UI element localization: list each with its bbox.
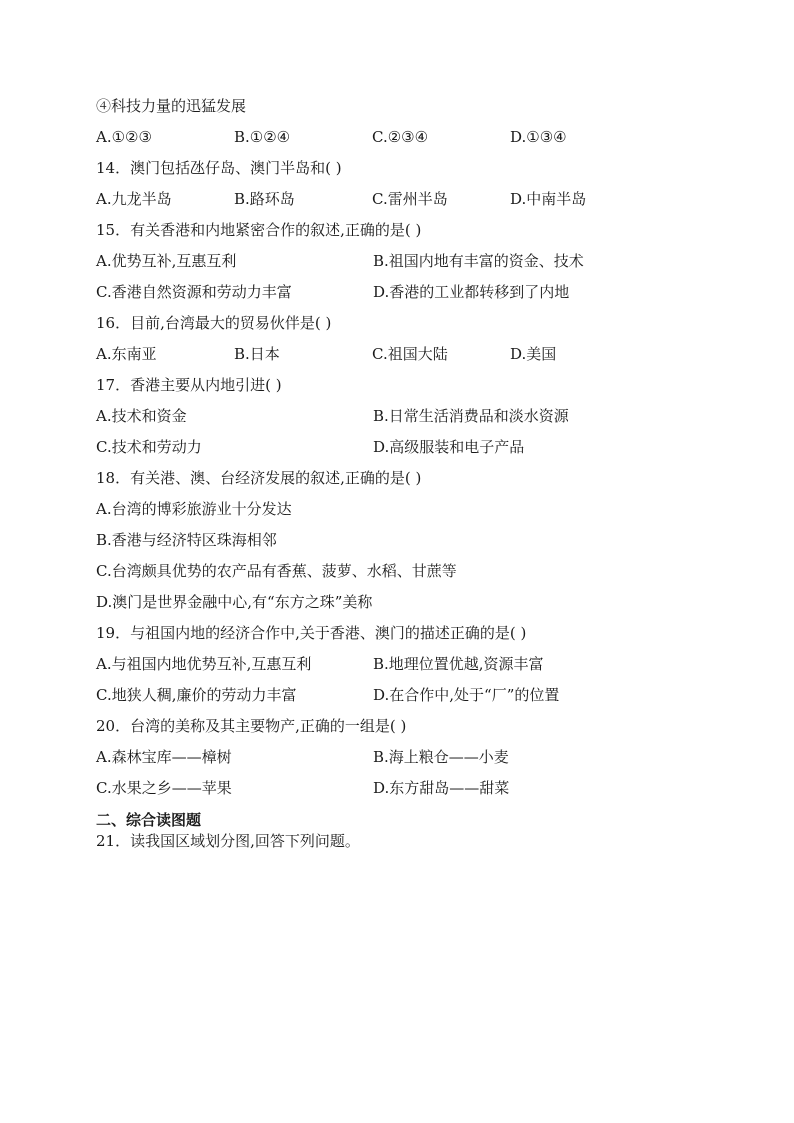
option-b: D.高级服装和电子产品 <box>373 438 525 456</box>
option-b: B.祖国内地有丰富的资金、技术 <box>373 252 584 270</box>
question-line: 14．澳门包括氹仔岛、澳门半岛和( ) <box>96 159 342 177</box>
option-a: C.技术和劳动力 <box>96 438 202 456</box>
option-b: B.①②④ <box>234 128 291 146</box>
question-line: 15．有关香港和内地紧密合作的叙述,正确的是( ) <box>96 221 422 239</box>
option-d: D.①③④ <box>510 128 567 146</box>
option-b: D.东方甜岛——甜菜 <box>373 779 510 797</box>
options-row <box>96 683 716 714</box>
option-a: A.森林宝库——樟树 <box>96 748 232 766</box>
options-row <box>96 342 716 373</box>
option-b: B.日常生活消费品和淡水资源 <box>373 407 569 425</box>
option-d: D.美国 <box>510 345 557 363</box>
option-a: C.香港自然资源和劳动力丰富 <box>96 283 292 301</box>
option-a: A.技术和资金 <box>96 407 187 425</box>
options-row <box>96 280 716 311</box>
options-row <box>96 435 716 466</box>
question-line: B.香港与经济特区珠海相邻 <box>96 531 277 549</box>
options-row <box>96 404 716 435</box>
question-line: A.台湾的博彩旅游业十分发达 <box>96 500 292 518</box>
question-line: 16．目前,台湾最大的贸易伙伴是( ) <box>96 314 332 332</box>
question-line: C.台湾颇具优势的农产品有香蕉、菠萝、水稻、甘蔗等 <box>96 562 457 580</box>
options-row <box>96 745 716 776</box>
option-d: D.中南半岛 <box>510 190 587 208</box>
options-row <box>96 776 716 807</box>
question-21: 21．读我国区域划分图,回答下列问题。 <box>96 832 360 850</box>
question-line: 19．与祖国内地的经济合作中,关于香港、澳门的描述正确的是( ) <box>96 624 527 642</box>
question-line: ④科技力量的迅猛发展 <box>96 97 247 115</box>
section-title: 二、综合读图题 <box>96 811 202 829</box>
option-a: C.地狭人稠,廉价的劳动力丰富 <box>96 686 297 704</box>
question-line: D.澳门是世界金融中心,有“东方之珠”美称 <box>96 593 373 611</box>
question-list <box>96 94 716 807</box>
exam-page <box>96 94 716 852</box>
option-a: A.东南亚 <box>96 345 157 363</box>
option-a: A.九龙半岛 <box>96 190 172 208</box>
option-b: B.海上粮仓——小麦 <box>373 748 509 766</box>
option-c: C.②③④ <box>372 128 429 146</box>
option-b: D.在合作中,处于“厂”的位置 <box>373 686 560 704</box>
option-b: B.日本 <box>234 345 280 363</box>
options-row <box>96 249 716 280</box>
question-line: 17．香港主要从内地引进( ) <box>96 376 282 394</box>
option-a: A.与祖国内地优势互补,互惠互利 <box>96 655 312 673</box>
option-b: B.路环岛 <box>234 190 295 208</box>
option-b: B.地理位置优越,资源丰富 <box>373 655 544 673</box>
option-a: C.水果之乡——苹果 <box>96 779 232 797</box>
option-c: C.雷州半岛 <box>372 190 448 208</box>
options-row <box>96 187 716 218</box>
option-b: D.香港的工业都转移到了内地 <box>373 283 570 301</box>
option-a: A.①②③ <box>96 128 152 146</box>
options-row <box>96 652 716 683</box>
option-a: A.优势互补,互惠互利 <box>96 252 237 270</box>
option-c: C.祖国大陆 <box>372 345 448 363</box>
question-line: 20．台湾的美称及其主要物产,正确的一组是( ) <box>96 717 407 735</box>
options-row <box>96 125 716 156</box>
question-line: 18．有关港、澳、台经济发展的叙述,正确的是( ) <box>96 469 422 487</box>
